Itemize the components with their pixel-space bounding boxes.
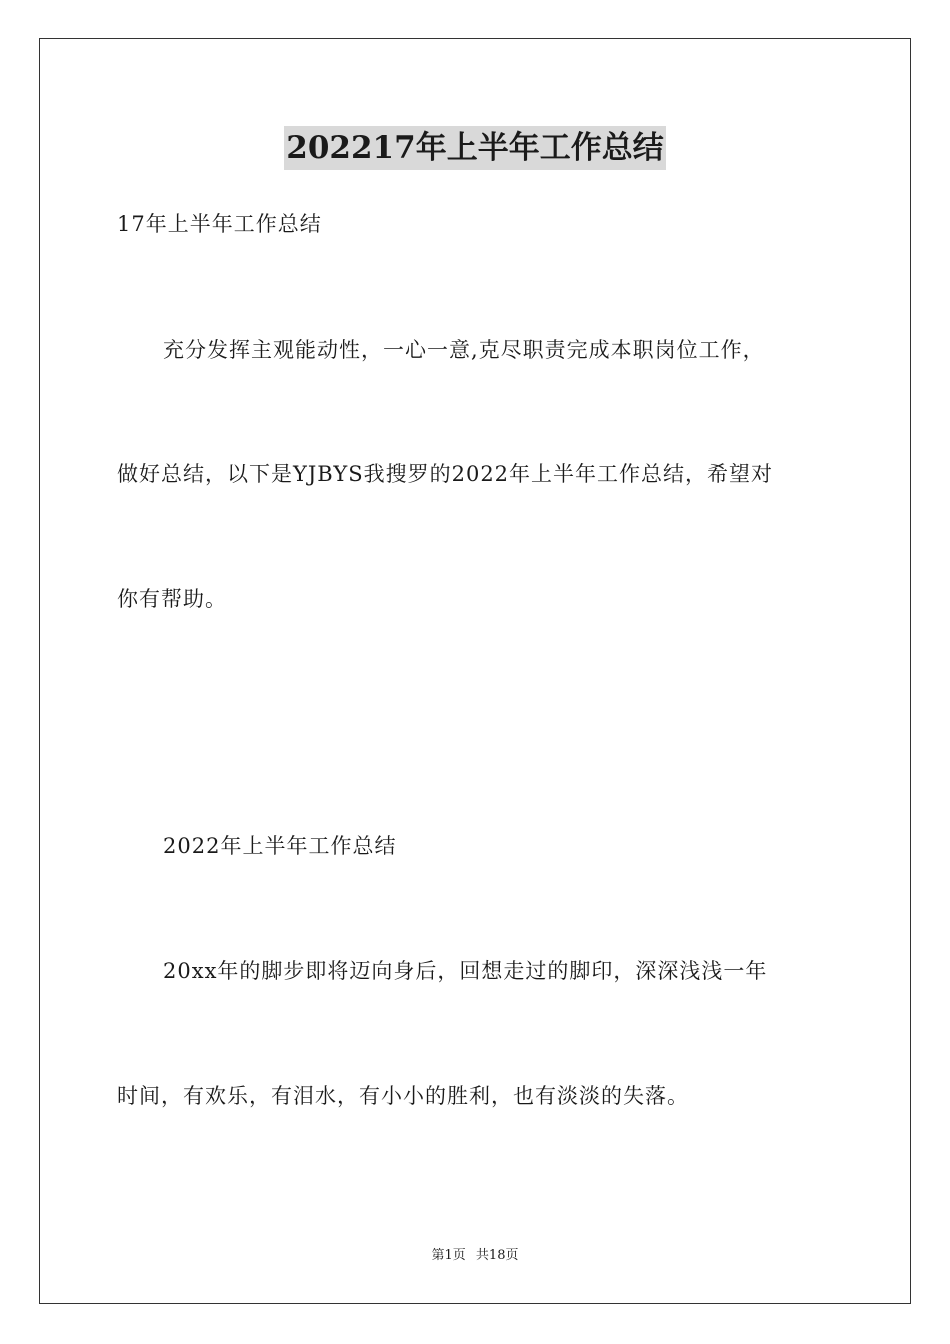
page-footer: 第1页 共18页 (431, 1248, 519, 1263)
paragraph-2-line-1: 20xx年的脚步即将迈向身后，回想走过的脚印，深深浅浅一年 (163, 959, 768, 983)
section-heading: 2022年上半年工作总结 (163, 834, 397, 858)
document-subtitle: 17年上半年工作总结 (117, 212, 322, 236)
paragraph-2-line-2: 时间，有欢乐，有泪水，有小小的胜利，也有淡淡的失落。 (117, 1084, 689, 1108)
paragraph-1-line-3: 你有帮助。 (117, 587, 227, 611)
title-container (0, 126, 950, 170)
paragraph-1-line-1: 充分发挥主观能动性，一心一意,克尽职责完成本职岗位工作， (163, 338, 765, 362)
paragraph-1-line-2: 做好总结，以下是YJBYS我搜罗的2022年上半年工作总结，希望对 (117, 462, 774, 486)
document-title: 202217年上半年工作总结 (284, 126, 665, 170)
